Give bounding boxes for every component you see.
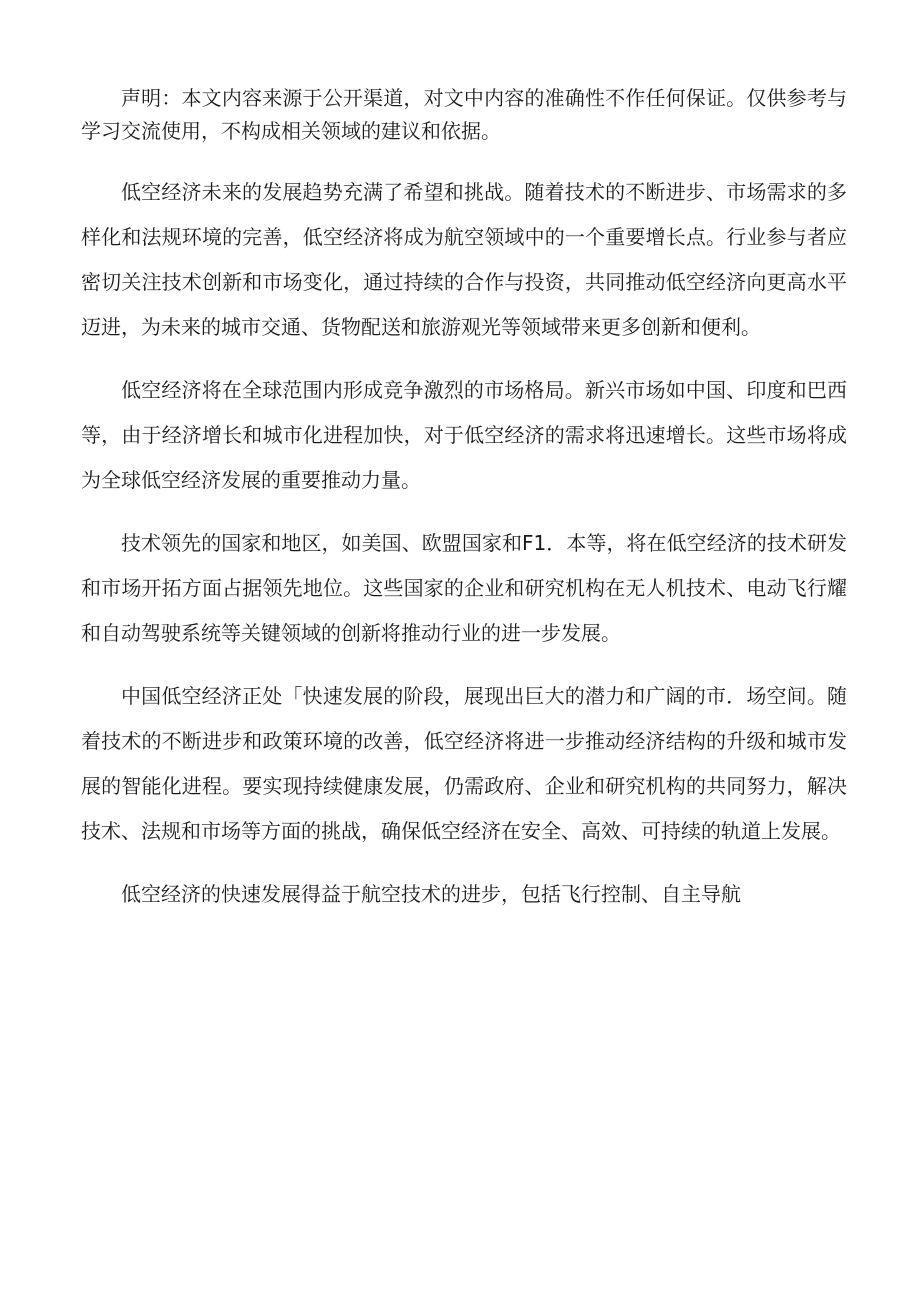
document-body: [81, 82, 847, 935]
paragraph-leading-countries: 技术领先的国家和地区，如美国、欧盟国家和F1．本等，将在低空经济的技术研发和市场开拓方面占据领先地位。这些国家的企业和研究机构在无人机技术、电动飞行耀和自动驾驶系统等关键领域的创新将推动行业的进一步发展。: [81, 531, 847, 645]
paragraph-china-outlook: 中国低空经济正处「快速发展的阶段，展现出巨大的潜力和广阔的市．场空间。随着技术的不断进步和政策环境的改善，低空经济将进一步推动经济结构的升级和城市发展的智能化进程。要实现持续健康发展，仍需政府、企业和研究机构的共同努力，解决技术、法规和市场等方面的挑战，确保低空经济在安全、高效、可持续的轨道上发展。: [81, 684, 847, 843]
paragraph-future-trends: 低空经济未来的发展趋势充满了希望和挑战。随着技术的不断进步、市场需求的多样化和法规环境的完善，低空经济将成为航空领域中的一个重要增长点。行业参与者应密切关注技术创新和市场变化，通过持续的合作与投资，共同推动低空经济向更高水平迈进，为未来的城市交通、货物配送和旅游观光等领域带来更多创新和便利。: [81, 180, 847, 339]
paragraph-technology-progress: 低空经济的快速发展得益于航空技术的进步，包括飞行控制、自主导航: [121, 882, 741, 906]
paragraph-global-market: 低空经济将在全球范围内形成竞争激烈的市场格局。新兴市场如中国、印度和巴西等，由于经济增长和城市化进程加快，对于低空经济的需求将迅速增长。这些市场将成为全球低空经济发展的重要推动力量。: [81, 378, 847, 492]
disclaimer-paragraph: 声明：本文内容来源于公开渠道，对文中内容的准确性不作任何保证。仅供参考与学习交流使用，不构成相关领域的建议和依据。: [81, 86, 847, 143]
